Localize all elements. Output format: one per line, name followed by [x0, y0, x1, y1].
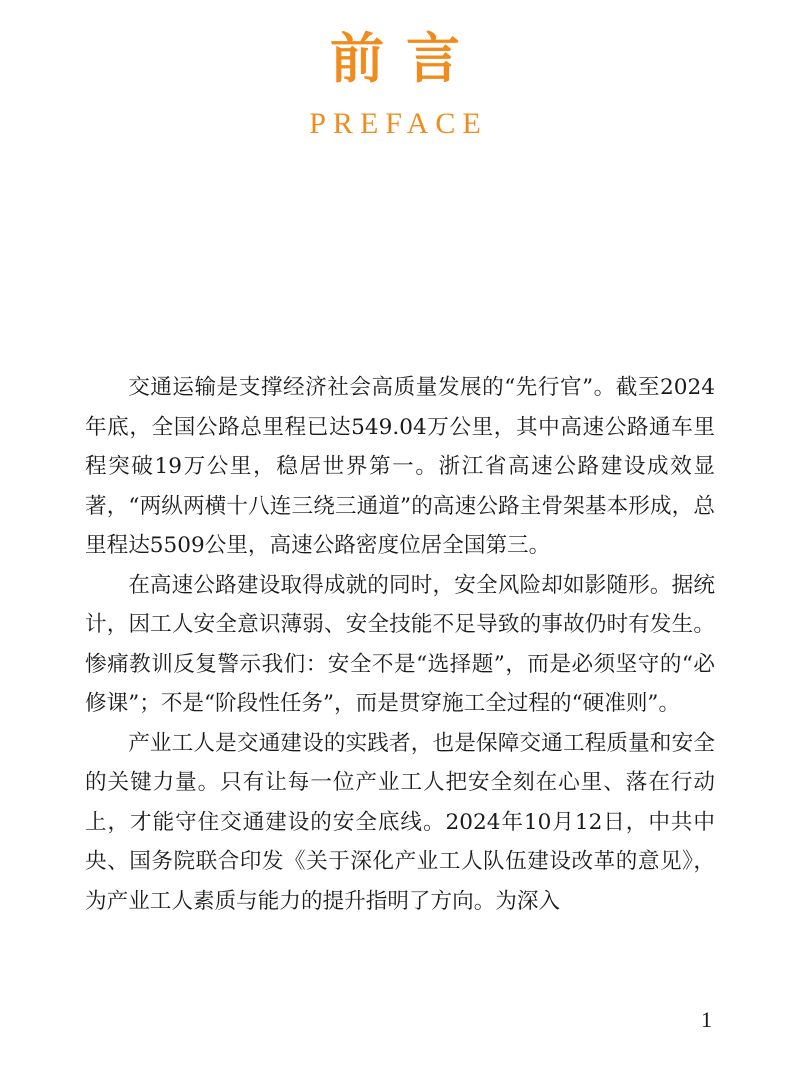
paragraph-1: 交通运输是支撑经济社会高质量发展的“先行官”。截至2024年底，全国公路总里程已达549.04万公里，其中高速公路通车里程突破19万公里，稳居世界第一。浙江省高速公路建设成效显著，“两纵两横十八连三绕三通道”的高速公路主骨架基本形成，总里程达5509公里，高速公路密度位居全国第三。	[85, 375, 715, 558]
page-title: 前言	[330, 27, 482, 90]
preface-body	[85, 368, 715, 921]
page-number: 1	[701, 1007, 712, 1032]
paragraph-2: 在高速公路建设取得成就的同时，安全风险却如影随形。据统计，因工人安全意识薄弱、安全技能不足导致的事故仍时有发生。惨痛教训反复警示我们：安全不是“选择题”，而是必须坚守的“必修课”；不是“阶段性任务”，而是贯穿施工全过程的“硬准则”。	[85, 572, 715, 716]
page-title-english: PREFACE	[309, 107, 488, 140]
paragraph-3: 产业工人是交通建设的实践者，也是保障交通工程质量和安全的关键力量。只有让每一位产业工人把安全刻在心里、落在行动上，才能守住交通建设的安全底线。2024年10月12日，中共中央、国务院联合印发《关于深化产业工人队伍建设改革的意见》，为产业工人素质与能力的提升指明了方向。为深入	[85, 730, 715, 914]
